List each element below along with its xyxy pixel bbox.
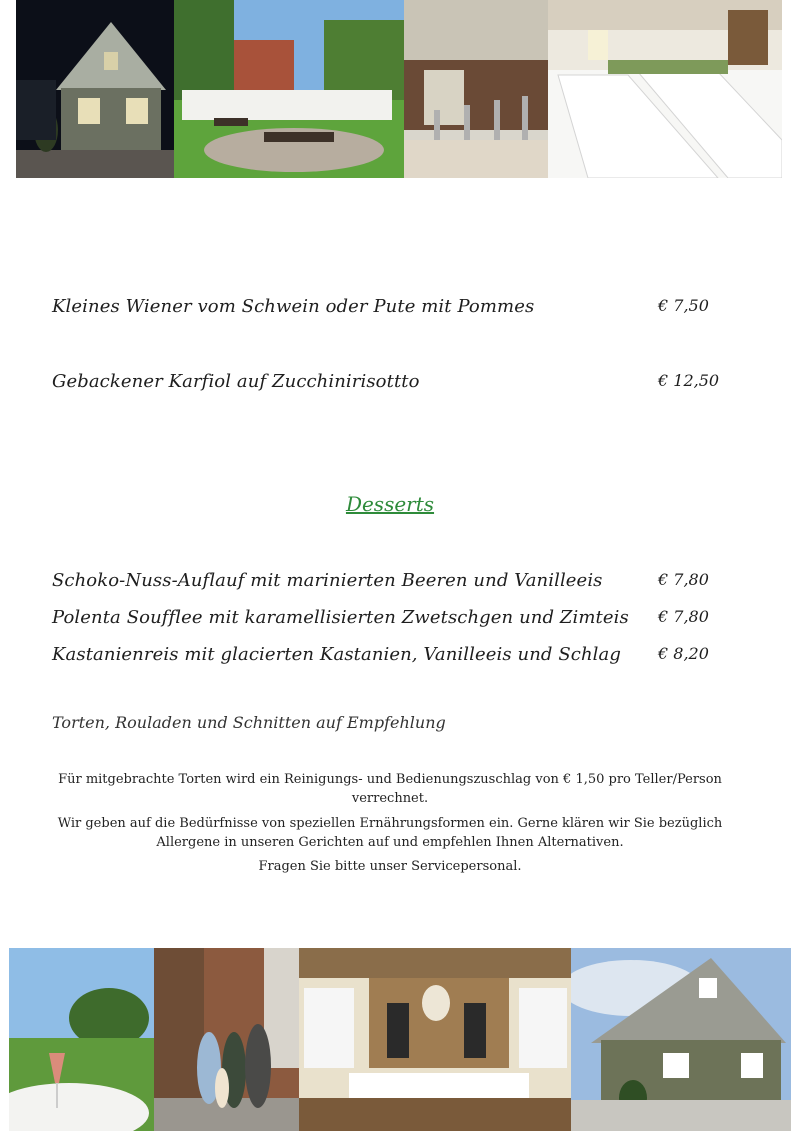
family-photo [154, 948, 299, 1131]
drinks-table-photo [9, 948, 154, 1131]
note-cake-fee: Für mitgebrachte Torten wird ein Reinigungs- und Bedienungszuschlag von € 1,50 pro Teller/Person verrechnet. [58, 772, 722, 806]
bottom-photo-strip [9, 948, 791, 1131]
desserts-heading: Desserts [345, 492, 435, 516]
garden-tables-photo [174, 0, 404, 178]
menu-item [52, 607, 712, 628]
menu-item [52, 644, 712, 665]
bar-taps-photo [404, 0, 548, 178]
dish-name: Kleines Wiener vom Schwein oder Pute mit Pommes [52, 296, 535, 317]
notes-block [40, 771, 740, 883]
dish-price: € 7,50 [658, 296, 709, 315]
dish-price: € 7,80 [658, 607, 709, 626]
dish-price: € 8,20 [658, 644, 709, 663]
dish-name: Polenta Soufflee mit karamellisierten Zwetschgen und Zimteis [52, 607, 629, 628]
cake-recommendation: Torten, Rouladen und Schnitten auf Empfehlung [52, 713, 446, 732]
dish-name: Kastanienreis mit glacierten Kastanien, Vanilleeis und Schlag [52, 644, 621, 665]
note-allergens: Wir geben auf die Bedürfnisse von speziellen Ernährungsformen ein. Gerne klären wir Sie bezüglich Allergene in unseren Gerichten auf und empfehlen Ihnen Alternativen. [57, 815, 723, 850]
dish-price: € 7,80 [658, 570, 709, 589]
menu-item [52, 296, 712, 317]
banquet-hall-photo [548, 0, 782, 178]
note-ask-staff: Fragen Sie bitte unser Servicepersonal. [258, 859, 522, 875]
night-house-photo [16, 0, 174, 178]
menu-item [52, 570, 712, 591]
dish-name: Gebackener Karfiol auf Zucchinirisottto [52, 371, 420, 392]
dish-name: Schoko-Nuss-Auflauf mit marinierten Beeren und Vanilleeis [52, 570, 603, 591]
dish-price: € 12,50 [658, 371, 720, 390]
menu-item [52, 371, 720, 392]
house-day-photo [571, 948, 791, 1131]
dining-room-photo [299, 948, 571, 1131]
top-photo-strip [16, 0, 782, 178]
